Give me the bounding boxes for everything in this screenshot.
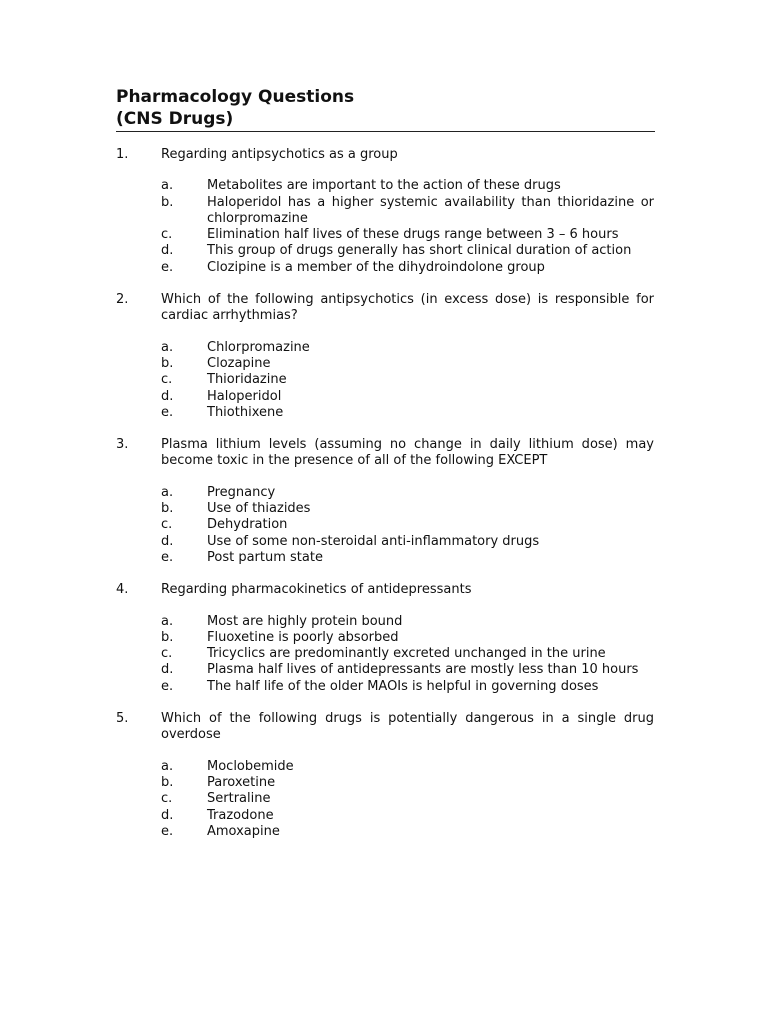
question-number: 1. [116,147,129,162]
option-letter: e. [161,404,174,420]
option-item [116,614,654,630]
option-text: Metabolites are important to the action of these drugs [207,178,561,194]
option-list [116,485,654,566]
question-2 [116,292,654,421]
option-text: Pregnancy [207,484,276,500]
option-text: Amoxapine [207,823,280,839]
option-text: Thioridazine [207,372,287,388]
option-item [116,195,654,228]
option-text: Haloperidol [207,388,282,404]
question-text: Which of the following drugs is potentially dangerous in a single drug overdose [161,711,654,743]
question-list [116,147,654,856]
question-text: Regarding pharmacokinetics of antidepressants [161,582,472,598]
option-item [116,243,654,259]
option-item [116,260,654,276]
option-text: Use of some non-steroidal anti-inflammatory drugs [207,533,540,549]
option-text: Moclobemide [207,758,294,774]
option-letter: b. [161,194,174,210]
option-text: Clozapine [207,355,271,371]
question-number: 3. [116,437,129,453]
option-letter: c. [161,517,173,533]
option-text: Chlorpromazine [207,339,310,355]
option-list [116,340,654,421]
option-text: Fluoxetine is poorly absorbed [207,629,399,645]
option-item [116,679,654,695]
question-number: 4. [116,582,129,598]
question-number: 5. [116,711,129,727]
option-letter: b. [161,501,174,517]
option-letter: a. [161,758,174,774]
option-text: Clozipine is a member of the dihydroindolone group [207,259,545,275]
option-letter: c. [161,372,173,388]
option-text: Plasma half lives of antidepressants are mostly less than 10 hours [207,662,639,678]
document-header [116,86,655,132]
option-text: Post partum state [207,549,323,565]
option-letter: a. [161,484,174,500]
option-text: Paroxetine [207,774,276,790]
question-3 [116,437,654,566]
option-item [116,389,654,405]
option-text: Haloperidol has a higher systemic availability than thioridazine or chlorpromazine [207,194,654,226]
option-letter: c. [161,227,173,243]
option-item [116,340,654,356]
document-subtitle: (CNS Drugs) [116,109,234,129]
option-letter: b. [161,629,174,645]
question-4 [116,582,654,695]
option-letter: c. [161,646,173,662]
option-list [116,759,654,840]
document-title: Pharmacology Questions [116,87,355,107]
option-letter: d. [161,807,174,823]
option-item [116,501,654,517]
option-letter: a. [161,339,174,355]
option-letter: d. [161,243,174,259]
option-letter: b. [161,774,174,790]
question-number: 2. [116,292,129,308]
option-item [116,517,654,533]
option-item [116,227,654,243]
option-text: The half life of the older MAOIs is helpful in governing doses [207,678,599,694]
option-text: Use of thiazides [207,501,311,517]
option-letter: e. [161,549,174,565]
question-text: Plasma lithium levels (assuming no change in daily lithium dose) may become toxic in the presence of all of the following EXCEPT [161,437,654,469]
option-letter: a. [161,613,174,629]
option-text: This group of drugs generally has short clinical duration of action [207,243,632,259]
option-item [116,405,654,421]
option-item [116,662,654,678]
option-item [116,550,654,566]
option-text: Sertraline [207,791,271,807]
option-list [116,614,654,695]
option-letter: c. [161,791,173,807]
question-text: Regarding antipsychotics as a group [161,147,398,162]
option-item [116,630,654,646]
option-item [116,775,654,791]
option-letter: d. [161,662,174,678]
option-text: Dehydration [207,517,288,533]
option-letter: e. [161,678,174,694]
option-item [116,485,654,501]
option-item [116,808,654,824]
option-text: Elimination half lives of these drugs range between 3 – 6 hours [207,227,619,243]
option-list [116,178,654,276]
option-text: Thiothixene [207,404,284,420]
option-text: Trazodone [207,807,274,823]
option-letter: e. [161,259,174,275]
option-text: Tricyclics are predominantly excreted unchanged in the urine [207,646,606,662]
option-item [116,791,654,807]
question-1 [116,147,654,276]
option-item [116,372,654,388]
option-text: Most are highly protein bound [207,613,403,629]
option-item [116,759,654,775]
option-letter: e. [161,823,174,839]
option-letter: a. [161,178,174,194]
option-letter: d. [161,533,174,549]
option-letter: d. [161,388,174,404]
option-item [116,178,654,194]
question-text: Which of the following antipsychotics (in excess dose) is responsible for cardiac arrhythmias? [161,292,654,324]
question-5 [116,711,654,840]
option-item [116,646,654,662]
option-item [116,534,654,550]
option-item [116,824,654,840]
option-item [116,356,654,372]
option-letter: b. [161,355,174,371]
